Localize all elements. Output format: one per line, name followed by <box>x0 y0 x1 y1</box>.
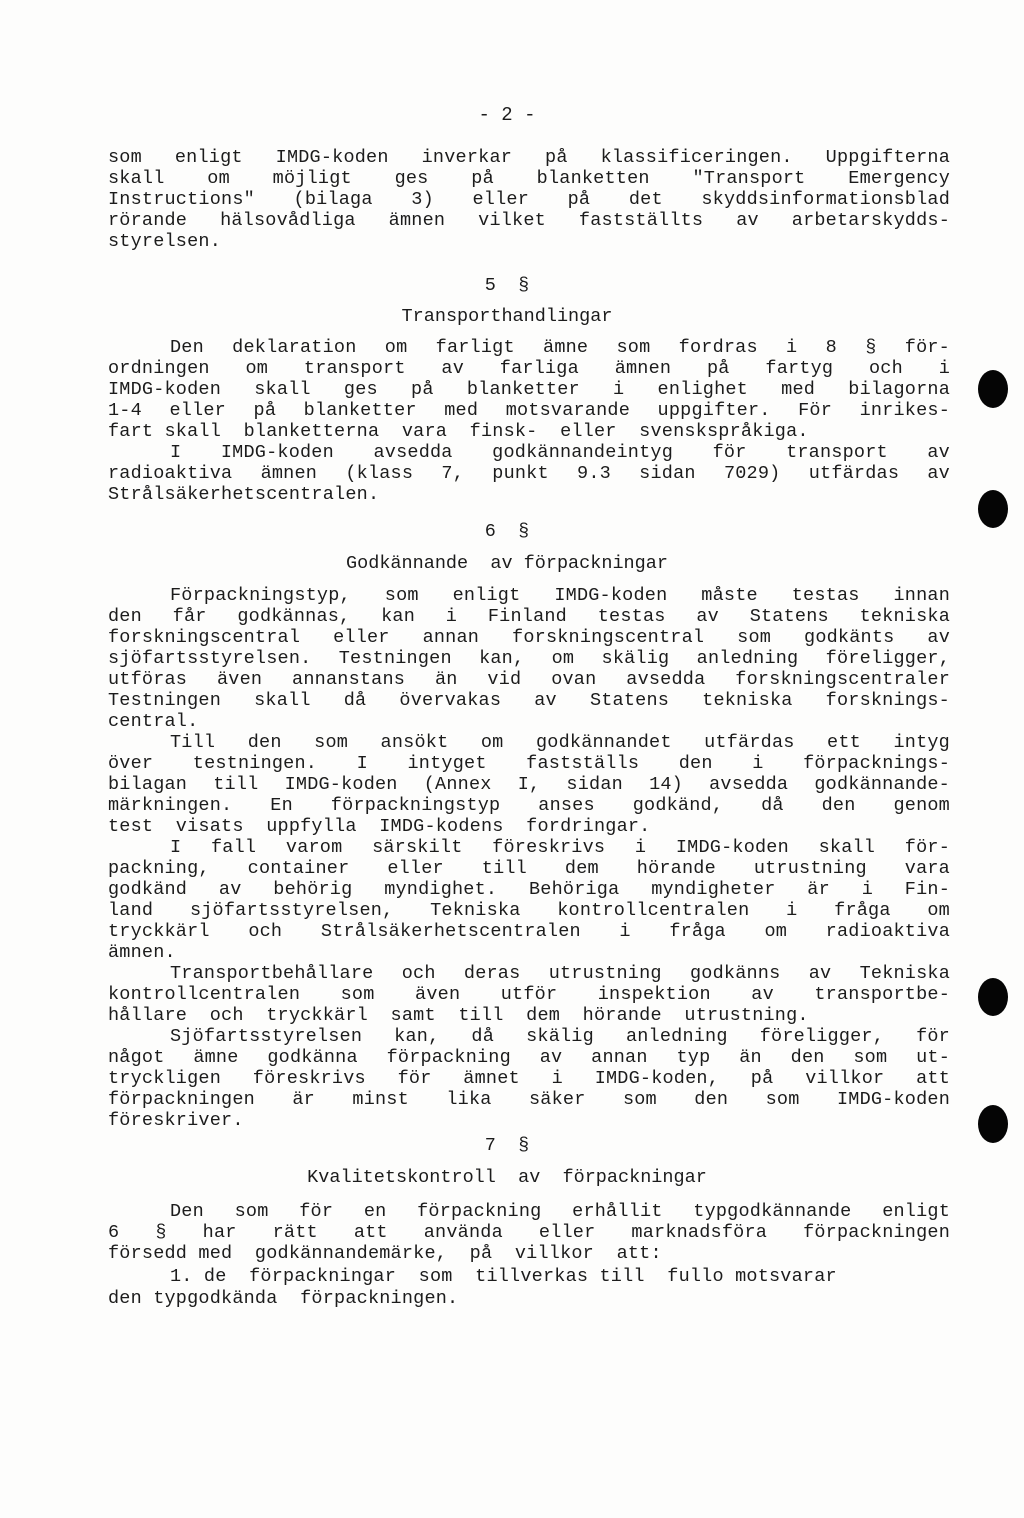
text-line: central. <box>108 711 199 732</box>
text-line: försedd med godkännandemärke, på villkor att: <box>108 1243 662 1264</box>
text-line: rörande hälsovådliga ämnen vilket fastställts av arbetarskydds- <box>108 210 950 231</box>
text-line: Strålsäkerhetscentralen. <box>108 484 380 505</box>
text-line: godkänd av behörig myndighet. Behöriga myndigheter är i Fin- <box>108 879 950 900</box>
section-number: 5 § <box>484 275 530 296</box>
section-title: Transporthandlingar <box>401 306 613 327</box>
text-line: 1-4 eller på blanketter med motsvarande uppgifter. För inrikes- <box>108 400 950 421</box>
text-line: test visats uppfylla IMDG-kodens fordringar. <box>108 816 651 837</box>
text-line: ordningen om transport av farliga ämnen på fartyg och i <box>108 358 950 379</box>
text-line: Den deklaration om farligt ämne som fordras i 8 § för- <box>170 337 950 358</box>
section-number: 7 § <box>484 1135 530 1156</box>
text-line: förpackningen är minst lika säker som den som IMDG-koden <box>108 1089 950 1110</box>
text-line: Sjöfartsstyrelsen kan, då skälig anledning föreligger, för <box>170 1026 950 1047</box>
text-line: styrelsen. <box>108 231 222 252</box>
text-line: Förpackningstyp, som enligt IMDG-koden måste testas innan <box>170 585 950 606</box>
text-line: märkningen. En förpackningstyp anses godkänd, då den genom <box>108 795 950 816</box>
text-line: 6 § har rätt att använda eller marknadsföra förpackningen <box>108 1222 950 1243</box>
punch-hole <box>978 1105 1008 1143</box>
text-line: hållare och tryckkärl samt till dem hörande utrustning. <box>108 1005 809 1026</box>
text-line: sjöfartsstyrelsen. Testningen kan, om skälig anledning föreligger, <box>108 648 950 669</box>
section-title: Godkännande av förpackningar <box>346 553 668 574</box>
punch-hole <box>978 490 1008 528</box>
text-line: tryckkärl och Strålsäkerhetscentralen i fråga om radioaktiva <box>108 921 950 942</box>
text-line: forskningscentral eller annan forskningscentral som godkänts av <box>108 627 950 648</box>
text-line: packning, container eller till dem hörande utrustning vara <box>108 858 950 879</box>
punch-hole <box>978 370 1008 408</box>
text-line: IMDG-koden skall ges på blanketter i enlighet med bilagorna <box>108 379 950 400</box>
text-line: kontrollcentralen som även utför inspektion av transportbe- <box>108 984 950 1005</box>
text-line: den får godkännas, kan i Finland testas av Statens tekniska <box>108 606 950 627</box>
text-line: över testningen. I intyget fastställs den i förpacknings- <box>108 753 950 774</box>
text-line: föreskriver. <box>108 1110 244 1131</box>
text-line: 1. de förpackningar som tillverkas till fullo motsvarar <box>170 1266 837 1287</box>
punch-hole <box>978 978 1008 1016</box>
text-line: Instructions" (bilaga 3) eller på det skyddsinformationsblad <box>108 189 950 210</box>
text-line: tryckligen föreskrivs för ämnet i IMDG-koden, på villkor att <box>108 1068 950 1089</box>
text-line: Den som för en förpackning erhållit typgodkännande enligt <box>170 1201 950 1222</box>
section-title: Kvalitetskontroll av förpackningar <box>307 1167 707 1188</box>
text-line: I fall varom särskilt föreskrivs i IMDG-koden skall för- <box>170 837 950 858</box>
text-line: Testningen skall då övervakas av Statens tekniska forsknings- <box>108 690 950 711</box>
text-line: som enligt IMDG-koden inverkar på klassificeringen. Uppgifterna <box>108 147 950 168</box>
text-line: något ämne godkänna förpackning av annan typ än den som ut- <box>108 1047 950 1068</box>
text-line: Till den som ansökt om godkännandet utfärdas ett intyg <box>170 732 950 753</box>
page-number: - 2 - <box>478 104 536 126</box>
section-number: 6 § <box>484 521 530 542</box>
text-line: den typgodkända förpackningen. <box>108 1288 459 1309</box>
text-line: radioaktiva ämnen (klass 7, punkt 9.3 sidan 7029) utfärdas av <box>108 463 950 484</box>
text-line: I IMDG-koden avsedda godkännandeintyg för transport av <box>170 442 950 463</box>
text-line: bilagan till IMDG-koden (Annex I, sidan 14) avsedda godkännande- <box>108 774 950 795</box>
text-line: Transportbehållare och deras utrustning godkänns av Tekniska <box>170 963 950 984</box>
text-line: skall om möjligt ges på blanketten "Transport Emergency <box>108 168 950 189</box>
text-line: utföras även annanstans än vid ovan avsedda forskningscentraler <box>108 669 950 690</box>
text-line: land sjöfartsstyrelsen, Tekniska kontrollcentralen i fråga om <box>108 900 950 921</box>
text-line: fart skall blanketterna vara finsk- eller svenskspråkiga. <box>108 421 809 442</box>
text-line: ämnen. <box>108 942 176 963</box>
